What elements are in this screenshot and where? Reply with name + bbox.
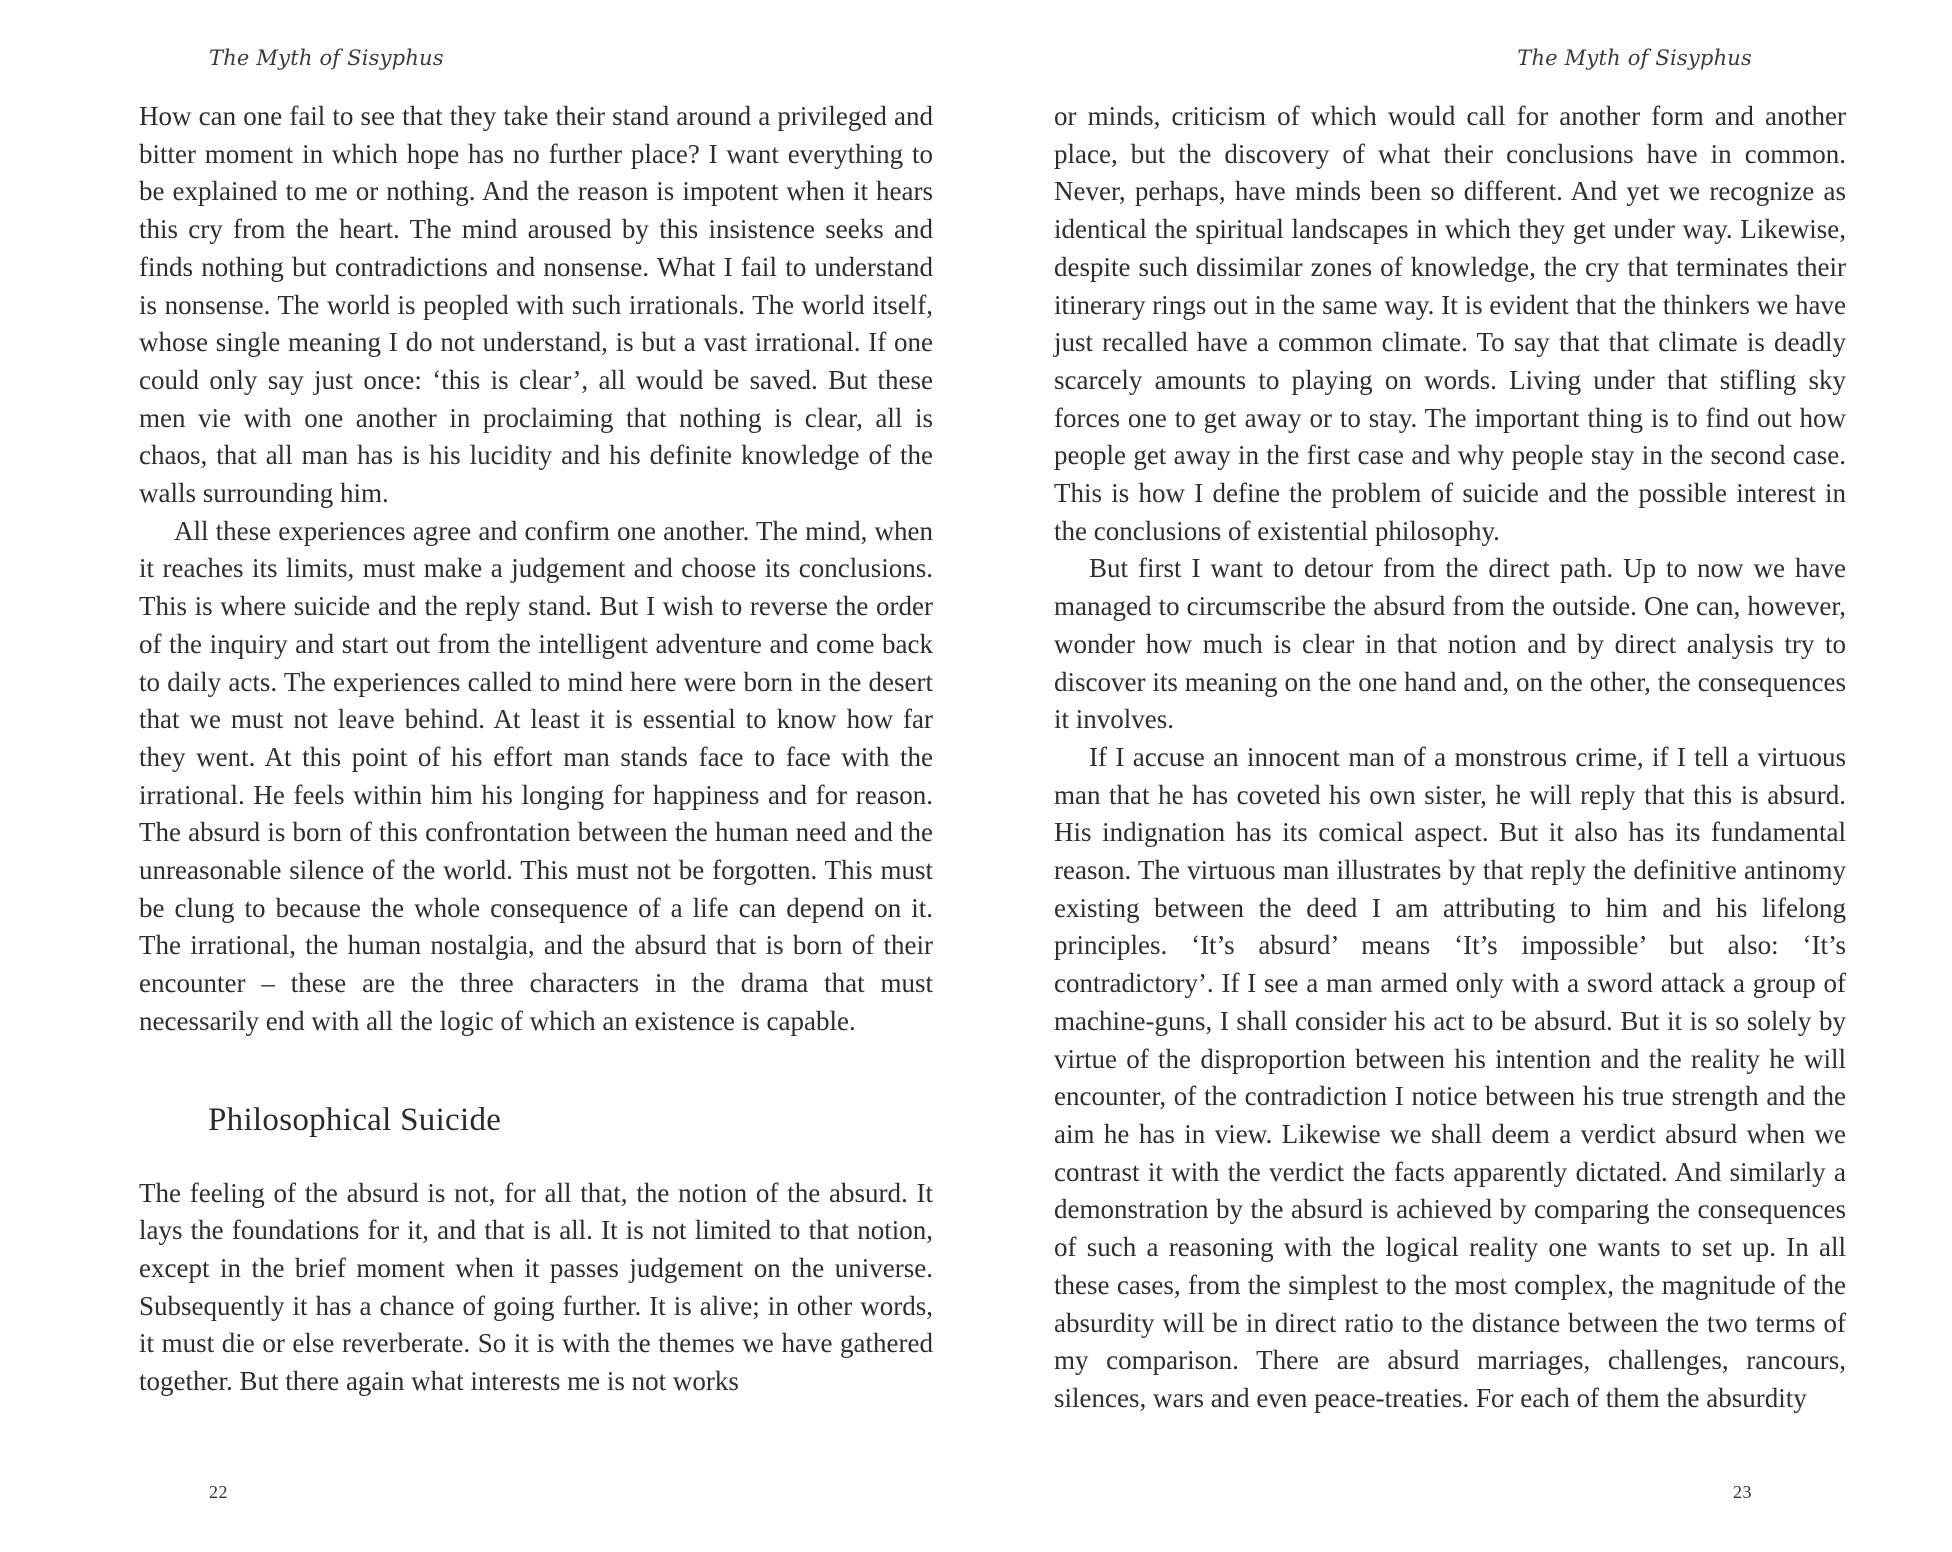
right-page: [976, 0, 1952, 1552]
right-paragraph-1: or minds, criticism of which would call for another form and another place, but the discovery of what their conclusions have in common. Never, perhaps, have minds been so different. And yet we recognize as identical the spiritual landscapes in which they get under way. Likewise, despite such dissimilar zones of knowledge, the cry that terminates their itinerary rings out in the same way. It is evident that the thinkers we have just recalled have a common climate. To say that that climate is deadly scarcely amounts to playing on words. Living under that stifling sky forces one to get away or to stay. The important thing is to find out how people get away in the first case and why people stay in the second case. This is how I define the problem of suicide and the possible interest in the conclusions of existential philosophy.: [1054, 101, 1846, 546]
left-page-number: 22: [209, 1482, 228, 1502]
left-paragraph-3: The feeling of the absurd is not, for all that, the notion of the absurd. It lays the foundations for it, and that is all. It is not limited to that notion, except in the brief moment when it passes judgement on the universe. Subsequently it has a chance of going further. It is alive; in other words, it must die or else reverberate. So it is with the themes we have gathered together. But there again what interests me is not works: [139, 1177, 933, 1397]
section-heading: Philosophical Suicide: [208, 1101, 502, 1138]
right-paragraph-2: But first I want to detour from the direct path. Up to now we have managed to circumscribe the absurd from the outside. One can, however, wonder how much is clear in that notion and by direct analysis try to discover its meaning on the one hand and, on the other, the consequences it involves.: [1054, 553, 1846, 735]
left-running-head: The Myth of Sisyphus: [209, 46, 444, 70]
right-paragraph-3: If I accuse an innocent man of a monstrous crime, if I tell a virtuous man that he has coveted his own sister, he will reply that this is absurd. His indignation has its comical aspect. But it also has its fundamental reason. The virtuous man illustrates by that reply the definitive antinomy existing between the deed I am attributing to him and his lifelong principles. ‘It’s absurd’ means ‘It’s impossible’ but also: ‘It’s contradictory’. If I see a man armed only with a sword attack a group of machine-guns, I shall consider his act to be absurd. But it is so solely by virtue of the disproportion between his intention and the reality he will encounter, of the contradiction I notice between his true strength and the aim he has in view. Likewise we shall deem a verdict absurd when we contrast it with the verdict the facts apparently dictated. And similarly a demonstration by the absurd is achieved by comparing the consequences of such a reasoning with the logical reality one wants to set up. In all these cases, from the simplest to the most complex, the magnitude of the absurdity will be in direct ratio to the distance between the two terms of my comparison. There are absurd marriages, challenges, rancours, silences, wars and even peace-treaties. For each of them the absurdity: [1054, 741, 1846, 1413]
left-text-block: [139, 98, 933, 1401]
left-paragraph-1: How can one fail to see that they take their stand around a privileged and bitter moment in which hope has no further place? I want everything to be explained to me or nothing. And the reason is impotent when it hears this cry from the heart. The mind aroused by this insistence seeks and finds nothing but contradictions and nonsense. What I fail to understand is nonsense. The world is peopled with such irrationals. The world itself, whose single meaning I do not understand, is but a vast irrational. If one could only say just once: ‘this is clear’, all would be saved. But these men vie with one another in proclaiming that nothing is clear, all is chaos, that all man has is his lucidity and his definite knowledge of the walls surrounding him.: [139, 101, 933, 509]
right-running-head: The Myth of Sisyphus: [1517, 46, 1752, 70]
right-text-block: [1054, 98, 1846, 1418]
left-paragraph-2: All these experiences agree and confirm one another. The mind, when it reaches its limits, must make a judgement and choose its conclusions. This is where suicide and the reply stand. But I wish to reverse the order of the inquiry and start out from the intelligent adventure and come back to daily acts. The experiences called to mind here were born in the desert that we must not leave behind. At least it is essential to know how far they went. At this point of his effort man stands face to face with the irrational. He feels within him his longing for happiness and for reason. The absurd is born of this confrontation between the human need and the unreasonable silence of the world. This must not be forgotten. This must be clung to because the whole consequence of a life can depend on it. The irrational, the human nostalgia, and the absurd that is born of their encounter – these are the three characters in the drama that must necessarily end with all the logic of which an existence is capable.: [139, 515, 933, 1036]
right-page-number: 23: [1733, 1482, 1752, 1502]
